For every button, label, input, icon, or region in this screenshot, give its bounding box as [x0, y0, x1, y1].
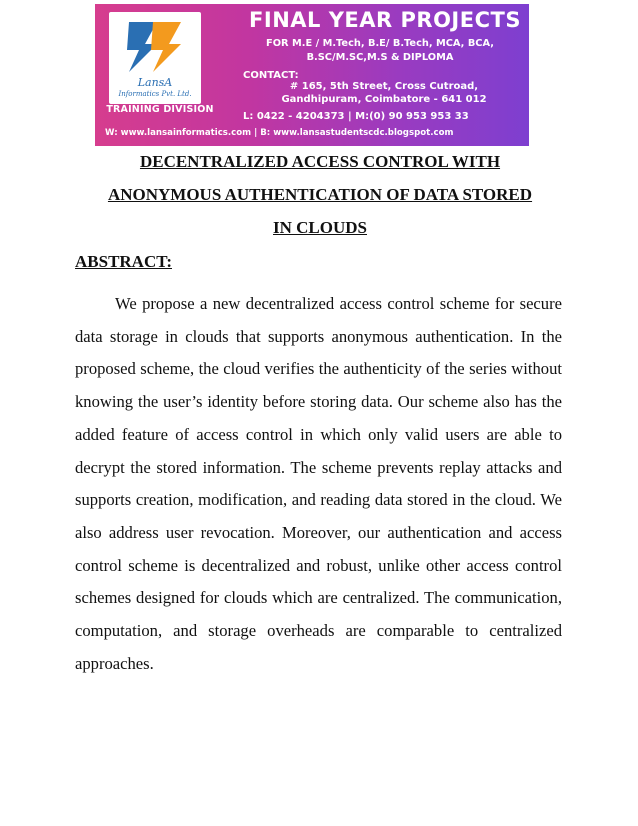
banner-title: FINAL YEAR PROJECTS [249, 8, 521, 32]
banner-web: W: www.lansainformatics.com | B: www.lansastudentscdc.blogspot.com [105, 128, 454, 138]
company-logo [109, 12, 201, 104]
doc-title-line-2: ANONYMOUS AUTHENTICATION OF DATA STORED [107, 185, 533, 204]
courses-line-2: B.SC/M.SC,M.S & DIPLOMA [306, 52, 454, 63]
contact-label: CONTACT: [243, 70, 299, 81]
doc-title-line-3: IN CLOUDS [273, 218, 367, 237]
logo-name: LansA [137, 76, 173, 89]
lightning-logo-icon [123, 18, 187, 76]
abstract-paragraph: We propose a new decentralized access control scheme for secure data storage in clouds that supports anonymous authentication. In the proposed scheme, the cloud verifies the authenticity of the series without knowing the user’s identity before storing data. Our scheme also has the added feature of access control in which only valid users are able to decrypt the stored information. The scheme prevents replay attacks and supports creation, modification, and reading data stored in the cloud. We also address user revocation. Moreover, our authentication and access control scheme is decentralized and robust, unlike other access control schemes designed for clouds which are centralized. The communication, computation, and storage overheads are comparable to centralized approaches. [75, 294, 562, 673]
training-division-label: TRAINING DIVISION [106, 104, 214, 115]
address-line-1: # 165, 5th Street, Cross Cutroad, [289, 81, 479, 92]
banner-courses [235, 37, 525, 65]
logo-subtitle: Informatics Pvt. Ltd. [118, 90, 192, 98]
courses-line-1: FOR M.E / M.Tech, B.E/ B.Tech, MCA, BCA, [266, 38, 494, 49]
banner-address [245, 80, 523, 106]
header-banner [95, 4, 529, 146]
doc-title-line-1: DECENTRALIZED ACCESS CONTROL WITH [139, 152, 501, 171]
abstract-heading: ABSTRACT: [75, 252, 172, 271]
address-line-2: Gandhipuram, Coimbatore - 641 012 [281, 94, 487, 105]
banner-phone: L: 0422 - 4204373 | M:(0) 90 953 953 33 [243, 111, 469, 122]
